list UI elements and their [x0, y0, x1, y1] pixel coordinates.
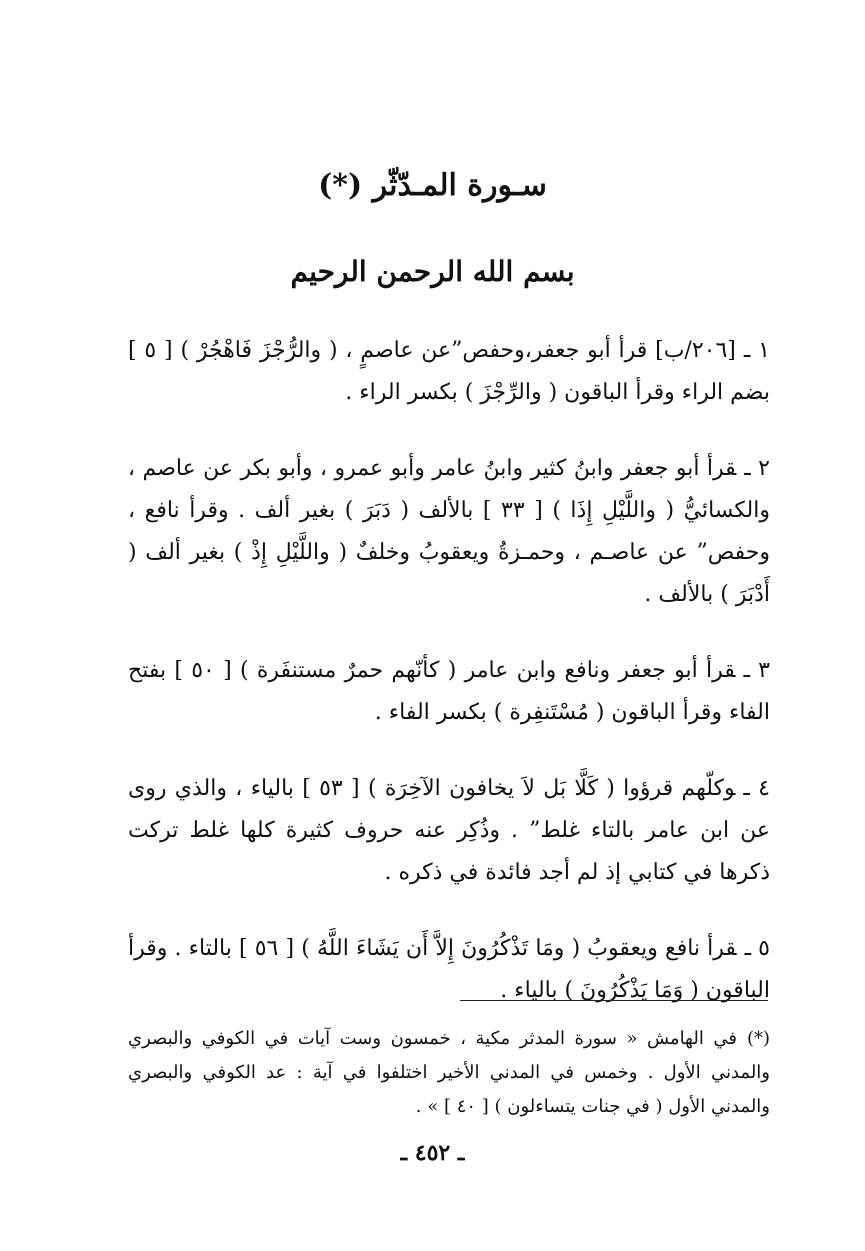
- footnote-divider: [460, 1000, 768, 1001]
- surah-title: سـورة المـدّثّر (*): [318, 168, 547, 203]
- page-number: ـ ٤٥٢ ـ: [400, 1140, 465, 1166]
- entry-number: ٥ ـ: [744, 936, 770, 961]
- entry-number: ١ ـ: [743, 338, 770, 363]
- footnote: [128, 1022, 770, 1124]
- entry-text: وكلّهم قرؤوا ( كَلَّا بَل لاَ يخافون الآخِرَة ) [ ٥٣ ] بالياء ، والذي روى عن ابن عامر بالتاء غلط” . وذُكِر عنه حروف كثيرة كلها غلط تركت ذكرها في كتابي إذ لم أجد فائدة في ذكره .: [128, 776, 770, 885]
- entry-1: [128, 330, 770, 414]
- entry-4: [128, 768, 770, 894]
- footnote-mark: (*): [746, 1028, 770, 1049]
- entry-text: قرأ نافع ويعقوبُ ( ومَا تَذْكُرُونَ إِلاَّ أَن يَشَاءَ اللَّهُ ) [ ٥٦ ] بالتاء . وقرأ الباقون ( وَمَا يَذْكُرُونَ ) بالياء .: [128, 936, 770, 1003]
- entry-2: [128, 448, 770, 616]
- entry-text: قرأ أبو جعفر ونافع وابن عامر ( كأنّهم حمرٌ مستنفَرة ) [ ٥٠ ] بفتح الفاء وقرأ الباقون ( مُسْتَنفِرة ) بكسر الفاء .: [128, 658, 770, 725]
- entry-number: ٣ ـ: [743, 658, 770, 683]
- entry-3: [128, 650, 770, 734]
- entries: [128, 330, 770, 1046]
- basmala: بسم الله الرحمن الرحيم: [290, 255, 575, 288]
- entry-text: [٢٠٦/ب] قرأ أبو جعفر،وحفص”عن عاصمٍ ، ( والرُّجْزَ فَاهْجُرْ ) [ ٥ ] بضم الراء وقرأ الباقون ( والرِّجْزَ ) بكسر الراء .: [128, 338, 770, 405]
- entry-text: قرأ أبو جعفر وابنُ كثير وابنُ عامر وأبو عمرو ، وأبو بكر عن عاصم ، والكسائيُّ ( واللَّيْلِ إِذَا ) [ ٣٣ ] بالألف ( دَبَرَ ) بغير ألف . وقرأ نافع ، وحفص” عن عاصـم ، وحمـزةُ ويعقوبُ وخلفٌ ( واللَّيْلِ إِذْ ) بغير ألف ( أَدْبَرَ ) بالألف .: [128, 456, 770, 607]
- entry-number: ٤ ـ: [743, 776, 770, 801]
- entry-number: ٢ ـ: [744, 456, 770, 481]
- footnote-text: في الهامش « سورة المدثر مكية ، خمسون وست آيات في الكوفي والبصري والمدني الأول . وخمس في المدني الأخير اختلفوا في آية : عد الكوفي والبصري والمدني الأول ( في جنات يتساءلون ) [ ٤٠ ] » .: [128, 1028, 770, 1117]
